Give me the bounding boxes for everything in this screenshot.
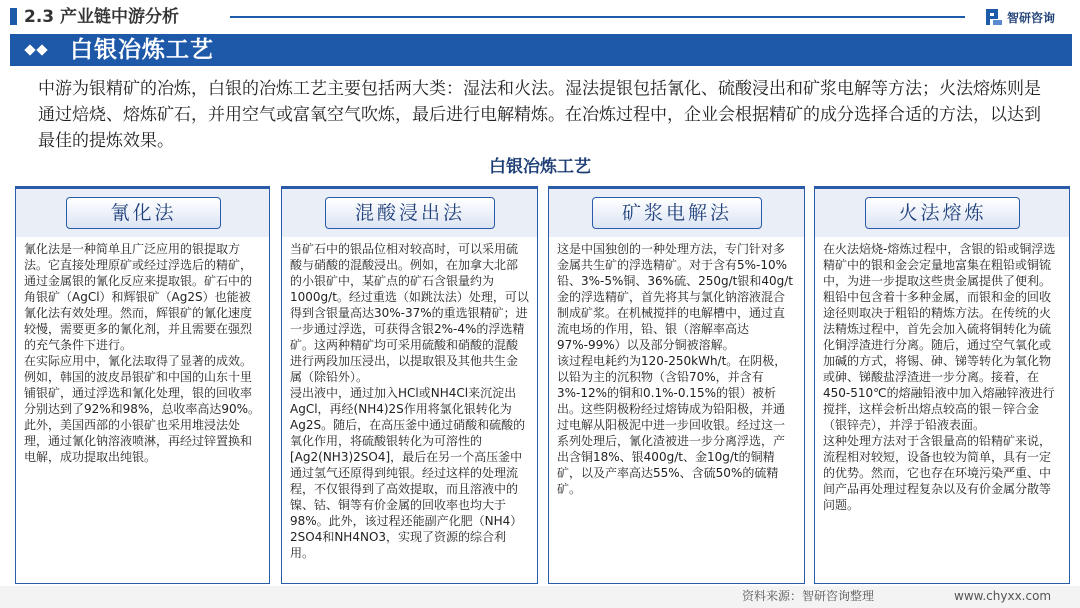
card-body	[823, 241, 1061, 513]
card-paragraph: 这是中国独创的一种处理方法，专门针对多金属共生矿的浮选精矿。对于含有5%-10%铅、3%-5%铜、36%硫、250g/t银和40g/t金的浮选精矿，首先将其与氯化钠溶液混合制成矿浆。在机械搅拌的电解槽中，通过直流电场的作用，铅、银（溶解率高达97%-99%）以及部分铜被溶解。	[557, 242, 793, 352]
top-header	[0, 0, 1080, 34]
card-paragraph: 当矿石中的银品位相对较高时，可以采用硫酸与硝酸的混酸浸出。例如，在加拿大北部的小银矿中，某矿点的矿石含银量约为1000g/t。经过重选（如跳汰法）处理，可以得到含银量高达30%-37%的重选银精矿；进一步通过浮选，可获得含银2%-4%的浮选精矿。这两种精矿均可采用硫酸和硝酸的混酸进行两段加压浸出，以提取银及其他共生金属（除铅外）。	[290, 242, 529, 384]
card-header	[282, 189, 537, 237]
method-card-pyrometallurgy	[814, 186, 1070, 584]
diamond-bullet-icon	[26, 44, 56, 56]
card-paragraph: 这种处理方法对于含银量高的铅精矿来说，流程相对较短，设备也较为简单，具有一定的优势。然而，它也存在环境污染严重、中间产品再处理过程复杂以及有价金属分散等问题。	[823, 434, 1052, 512]
card-title: 混酸浸出法	[325, 197, 495, 229]
card-header	[815, 189, 1069, 237]
header-divider	[230, 16, 965, 18]
section-title: 2.3 产业链中游分析	[24, 7, 180, 27]
card-paragraph: 氰化法是一种简单且广泛应用的银提取方法。它直接处理原矿或经过浮选后的精矿，通过金属银的氰化反应来提取银。矿石中的角银矿（AgCl）和辉银矿（Ag2S）也能被氰化法有效处理。然而，辉银矿的氰化速度较慢，需要更多的氰化剂，并且需要在强烈的充气条件下进行。	[24, 242, 253, 352]
card-paragraph: 浸出液中，通过加入HCl或NH4Cl来沉淀出AgCl，再经(NH4)2S作用将氯化银转化为Ag2S。随后，在高压釜中通过硝酸和硫酸的氧化作用，将硫酸银转化为可溶性的[Ag2(NH3)2SO4]，最后在另一个高压釜中通过氢气还原得到纯银。经过这样的处理流程，不仅银得到了高效提取，而且溶液中的镍、钴、铜等有价金属的回收率也均大于98%。此外，该过程还能副产化肥（NH4）2SO4和NH4NO3，实现了资源的综合利用。	[290, 386, 526, 560]
header-accent-bar	[10, 8, 17, 25]
method-card-mixed-acid-leaching	[281, 186, 538, 584]
brand[interactable]	[985, 6, 1055, 28]
method-card-slurry-electrolysis	[548, 186, 805, 584]
brand-logo-icon	[985, 8, 1003, 26]
brand-name: 智研咨询	[1007, 10, 1056, 25]
card-title: 矿浆电解法	[592, 197, 762, 229]
card-body	[557, 241, 796, 497]
card-paragraph: 粗铅中包含着十多种金属，而银和金的回收途径则取决于粗铅的精炼方法。在传统的火法精炼过程中，首先会加入硫将铜转化为硫化铜浮渣进行分离。随后，通过空气氧化或加碱的方式，将锡、砷、锑等转化为氧化物或砷、锑酸盐浮渣进一步分离。接着，在450-510℃的熔融铅液中加入熔融锌液进行搅拌，这样会析出熔点较高的银－锌合金（银锌壳），并浮于铅液表面。	[823, 290, 1055, 432]
card-paragraph: 在实际应用中，氰化法取得了显著的成效。例如，韩国的波皮昂银矿和中国的山东十里铺银矿，通过浮选和氰化处理，银的回收率分别达到了92%和98%，总收率高达90%。此外，美国西部的小银矿也采用堆浸法处理，通过氰化钠溶液喷淋，再经过锌置换和电解，成功提取出纯银。	[24, 354, 261, 464]
footer	[0, 586, 1080, 608]
source-note: 资料来源：智研咨询整理	[742, 589, 875, 603]
intro-paragraph: 中游为银精矿的冶炼，白银的冶炼工艺主要包括两大类：湿法和火法。湿法提银包括氰化、硫酸浸出和矿浆电解等方法；火法熔炼则是通过焙烧、熔炼矿石，并用空气或富氧空气吹炼，最后进行电解精炼。在冶炼过程中，企业会根据精矿的成分选择合适的方法，以达到最佳的提炼效果。	[38, 79, 1041, 151]
card-header	[16, 189, 269, 237]
website-link[interactable]: www.chyxx.com	[954, 589, 1052, 603]
banner-title: 白银冶炼工艺	[70, 37, 214, 63]
card-paragraph: 该过程电耗约为120-250kWh/t。在阴极，以铅为主的沉积物（含铅70%，并含有3%-12%的铜和0.1%-0.15%的银）被析出。这些阴极粉经过熔铸成为铅阳极，并通过电解从阳极泥中进一步回收银。经过这一系列处理后，氰化渣被进一步分离浮选，产出含铜18%、银400g/t、金10g/t的铜精矿，以及产率高达55%、含硫50%的硫精矿。	[557, 354, 787, 496]
card-title: 氰化法	[66, 197, 221, 229]
card-header	[549, 189, 804, 237]
title-banner	[10, 34, 1072, 66]
diagram-title: 白银冶炼工艺	[489, 157, 591, 177]
card-paragraph: 在火法焙烧-熔炼过程中，含银的铅或铜浮选精矿中的银和金会定量地富集在粗铅或铜锍中，为进一步提取这些贵金属提供了便利。	[823, 242, 1056, 288]
card-title: 火法熔炼	[865, 197, 1020, 229]
card-body	[290, 241, 529, 561]
card-body	[24, 241, 261, 465]
method-card-cyanidation	[15, 186, 270, 584]
